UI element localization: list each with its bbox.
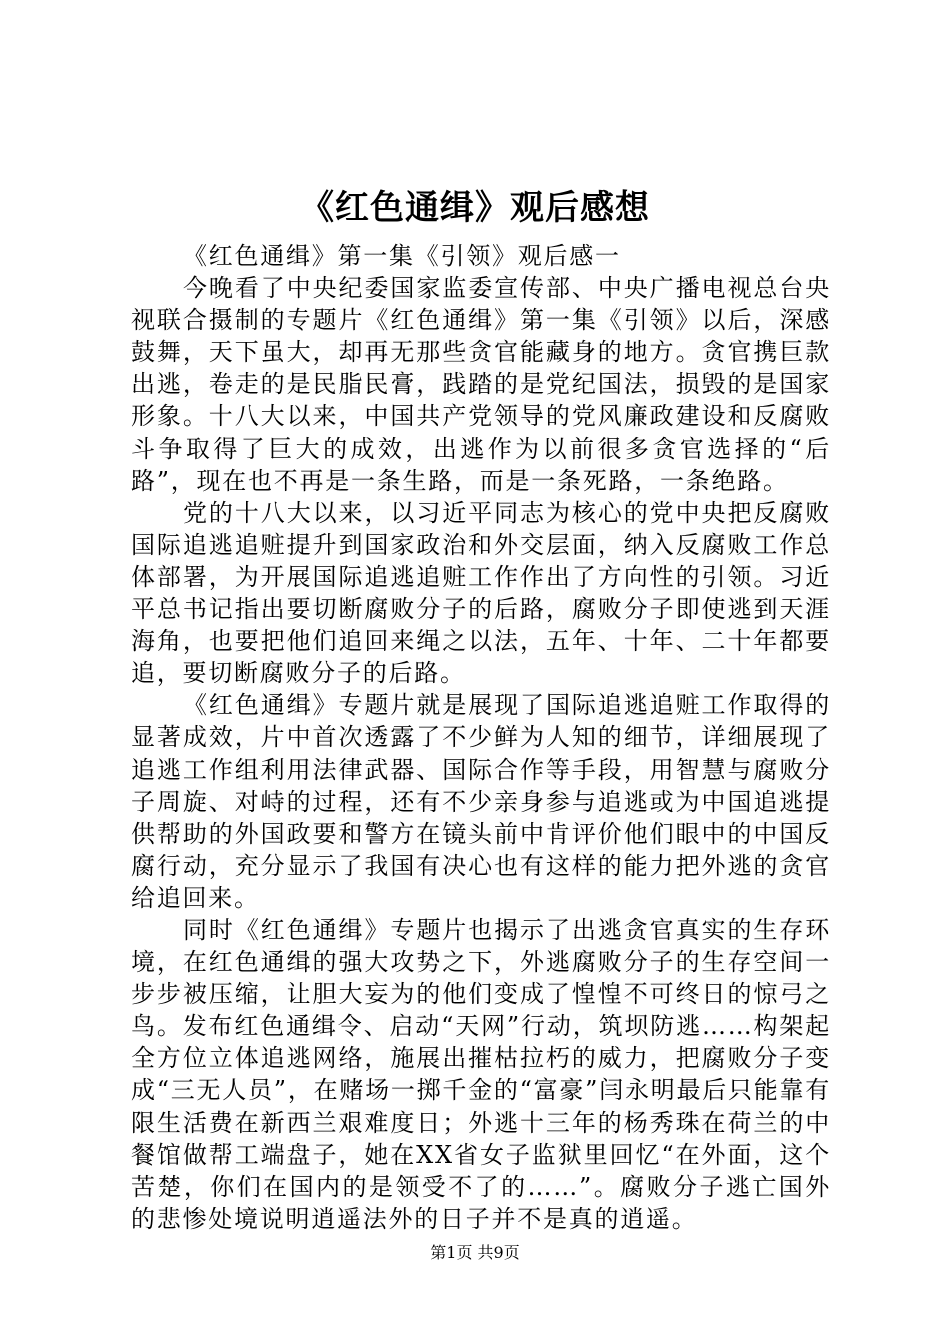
document-title: 《红色通缉》观后感想 <box>300 188 650 228</box>
paragraph: 同时《红色通缉》专题片也揭示了出逃贪官真实的生存环境，在红色通缉的强大攻势之下，外逃腐败分子的生存空间一步步被压缩，让胆大妄为的他们变成了惶惶不可终日的惊弓之鸟。发布红色通缉令、启动“天网”行动，筑坝防逃……构架起全方位立体追逃网络，施展出摧枯拉朽的威力，把腐败分子变成“三无人员”，在赌场一掷千金的“富豪”闫永明最后只能靠有限生活费在新西兰艰难度日；外逃十三年的杨秀珠在荷兰的中餐馆做帮工端盘子，她在XX省女子监狱里回忆“在外面，这个苦楚，你们在国内的是领受不了的……”。腐败分子逃亡国外的悲惨处境说明逍遥法外的日子并不是真的逍遥。 <box>131 915 831 1233</box>
paragraph: 《红色通缉》专题片就是展现了国际追逃追赃工作取得的显著成效，片中首次透露了不少鲜为人知的细节，详细展现了追逃工作组利用法律武器、国际合作等手段，用智慧与腐败分子周旋、对峙的过程，还有不少亲身参与追逃或为中国追逃提供帮助的外国政要和警方在镜头前中肯评价他们眼中的中国反腐行动，充分显示了我国有决心也有这样的能力把外逃的贪官给追回来。 <box>131 691 831 912</box>
document-body <box>131 240 831 1235</box>
paragraph-subtitle: 《红色通缉》第一集《引领》观后感一 <box>183 242 621 270</box>
paragraph: 党的十八大以来，以习近平同志为核心的党中央把反腐败国际追逃追赃提升到国家政治和外交层面，纳入反腐败工作总体部署，为开展国际追逃追赃工作作出了方向性的引领。习近平总书记指出要切断腐败分子的后路，腐败分子即使逃到天涯海角，也要把他们追回来绳之以法，五年、十年、二十年都要追，要切断腐败分子的后路。 <box>131 498 831 688</box>
page-footer: 第1页 共9页 <box>430 1243 520 1262</box>
paragraph: 今晚看了中央纪委国家监委宣传部、中央广播电视总台央视联合摄制的专题片《红色通缉》第一集《引领》以后，深感鼓舞，天下虽大，却再无那些贪官能藏身的地方。贪官携巨款出逃，卷走的是民脂民膏，践踏的是党纪国法，损毁的是国家形象。十八大以来，中国共产党领导的党风廉政建设和反腐败斗争取得了巨大的成效，出逃作为以前很多贪官选择的“后路”，现在也不再是一条生路，而是一条死路，一条绝路。 <box>131 274 831 495</box>
